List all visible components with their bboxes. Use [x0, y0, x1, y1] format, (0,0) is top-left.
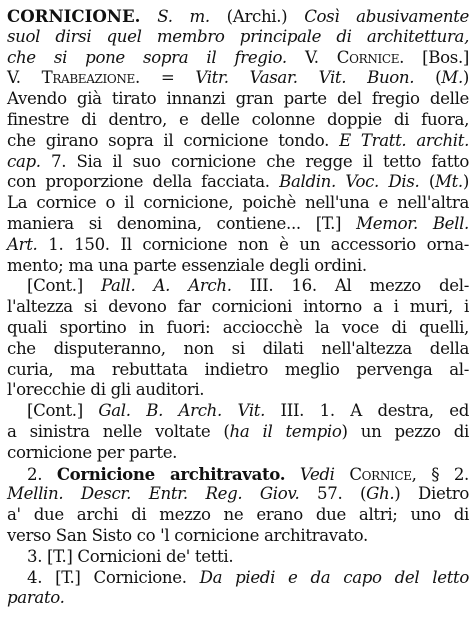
- entry-text-run: , § 2.: [411, 464, 469, 484]
- entry-line: [7, 68, 469, 89]
- dictionary-entry: [7, 6, 469, 609]
- entry-line: [7, 193, 469, 214]
- entry-text-run: con proporzione della facciata.: [7, 172, 280, 192]
- entry-text-run: [140, 7, 157, 26]
- italic-citation: che si pone sopra il fregio.: [7, 47, 287, 67]
- entry-text-run: quali sportino in fuori: acciocchè la voce di quelli,: [7, 317, 469, 337]
- entry-text-run: La cornice o il cornicione, poichè nell'una e nell'altra: [7, 193, 469, 213]
- italic-citation: parato.: [7, 588, 65, 608]
- italic-citation: ha il tempio: [229, 421, 342, 441]
- cross-reference: Trabeazione: [41, 68, 135, 88]
- entry-line: [7, 110, 469, 131]
- entry-line: [7, 547, 469, 568]
- headword: Cornicione architravato.: [56, 463, 286, 484]
- italic-citation: E Tratt. archit.: [339, 130, 469, 150]
- italic-citation: M.: [441, 68, 463, 88]
- entry-text-run: [Cont.]: [27, 276, 101, 296]
- entry-line: [7, 297, 469, 318]
- entry-line: [7, 588, 469, 609]
- entry-line: [7, 27, 469, 48]
- entry-line: [7, 214, 469, 235]
- entry-text-run: [285, 465, 300, 484]
- entry-text-run: [335, 465, 350, 484]
- entry-text-run: (: [419, 172, 435, 192]
- italic-citation: Baldin. Voc. Dis.: [279, 172, 420, 192]
- italic-citation: Così abusivamente: [304, 7, 469, 26]
- entry-text-run: che disputeranno, non si dilati nell'altezza della: [7, 338, 469, 358]
- cross-reference: Cornice: [336, 47, 400, 67]
- entry-text-run: maniera si denomina, contiene... [T.]: [7, 213, 357, 233]
- entry-line: [7, 6, 469, 27]
- entry-text-run: 4. [T.] Cornicione.: [27, 567, 200, 587]
- entry-text-run: III. 1. A destra, ed: [265, 401, 469, 421]
- entry-text-run: 7. Sia il suo cornicione che regge il tetto fatto: [40, 151, 469, 171]
- entry-text-run: verso San Sisto co 'l cornicione architravato.: [7, 525, 368, 545]
- entry-text-run: V.: [286, 47, 337, 67]
- entry-text-run: 57. (: [299, 484, 367, 504]
- entry-line: [7, 152, 469, 173]
- italic-citation: Memor. Bell.: [356, 213, 469, 233]
- entry-line: [7, 172, 469, 193]
- entry-line: [7, 380, 469, 401]
- entry-line: [7, 484, 469, 505]
- entry-text-run: . [Bos.]: [399, 47, 470, 67]
- italic-citation: Gh.: [366, 484, 395, 504]
- entry-text-run: finestre di dentro, e delle colonne doppie di fuora,: [7, 109, 469, 129]
- italic-citation: cap.: [7, 151, 41, 171]
- italic-citation: Mt.: [434, 172, 463, 192]
- entry-line: [7, 276, 469, 297]
- entry-text-run: (Archi.): [209, 7, 305, 26]
- entry-text-run: 2.: [27, 464, 57, 484]
- entry-text-run: ) un pezzo di: [341, 421, 469, 441]
- entry-line: [7, 526, 469, 547]
- entry-line: [7, 235, 469, 256]
- entry-line: [7, 505, 469, 526]
- cross-reference: Cornice: [349, 464, 412, 484]
- italic-citation: Mellin. Descr. Entr. Reg. Giov.: [7, 484, 300, 504]
- entry-line: [7, 48, 469, 69]
- italic-citation: Gal. B. Arch. Vit.: [98, 401, 266, 421]
- entry-line: [7, 89, 469, 110]
- entry-text-run: mento; ma una parte essenziale degli ordini.: [7, 255, 367, 275]
- entry-text-run: l'orecchie di gli auditori.: [7, 380, 205, 400]
- entry-line: [7, 401, 469, 422]
- entry-text-run: ): [462, 68, 469, 88]
- entry-text-run: ): [462, 172, 469, 192]
- entry-text-run: III. 16. Al mezzo del-: [231, 276, 469, 296]
- entry-text-run: 3. [T.] Cornicioni de' tetti.: [27, 546, 234, 566]
- entry-line: [7, 464, 469, 485]
- headword: CORNICIONE.: [7, 6, 141, 26]
- entry-text: [7, 6, 469, 609]
- entry-text-run: . =: [134, 68, 196, 88]
- entry-text-run: ) Dietro: [394, 484, 469, 504]
- entry-line: [7, 568, 469, 589]
- entry-text-run: [Cont.]: [27, 401, 99, 421]
- italic-citation: Art.: [7, 234, 38, 254]
- entry-text-run: (: [414, 68, 442, 88]
- italic-citation: Vitr. Vasar. Vit. Buon.: [195, 68, 415, 88]
- entry-line: [7, 443, 469, 464]
- italic-citation: Pall. A. Arch.: [100, 276, 232, 296]
- entry-text-run: cornicione per parte.: [7, 442, 178, 462]
- entry-text-run: curia, ma rebuttata indietro meglio pervenga al-: [7, 359, 469, 379]
- entry-text-run: Avendo già tirato innanzi gran parte del fregio delle: [7, 89, 469, 109]
- italic-citation: Da piedi e da capo del letto: [199, 567, 469, 587]
- entry-line: [7, 422, 469, 443]
- entry-text-run: l'altezza si devono far cornicioni intorno a i muri, i: [7, 297, 469, 317]
- italic-citation: suol dirsi quel membro principale di architettura,: [7, 26, 469, 46]
- entry-text-run: a' due archi di mezzo ne erano due altri; uno di: [7, 505, 469, 525]
- italic-citation: Vedi: [299, 464, 335, 484]
- entry-line: [7, 256, 469, 277]
- italic-citation: S. m.: [157, 7, 210, 26]
- entry-line: [7, 339, 469, 360]
- entry-text-run: V.: [7, 68, 42, 88]
- entry-line: [7, 318, 469, 339]
- entry-text-run: 1. 150. Il cornicione non è un accessorio orna-: [37, 234, 469, 254]
- entry-text-run: a sinistra nelle voltate (: [7, 421, 230, 441]
- entry-line: [7, 131, 469, 152]
- entry-line: [7, 360, 469, 381]
- entry-text-run: che girano sopra il cornicione tondo.: [7, 130, 340, 150]
